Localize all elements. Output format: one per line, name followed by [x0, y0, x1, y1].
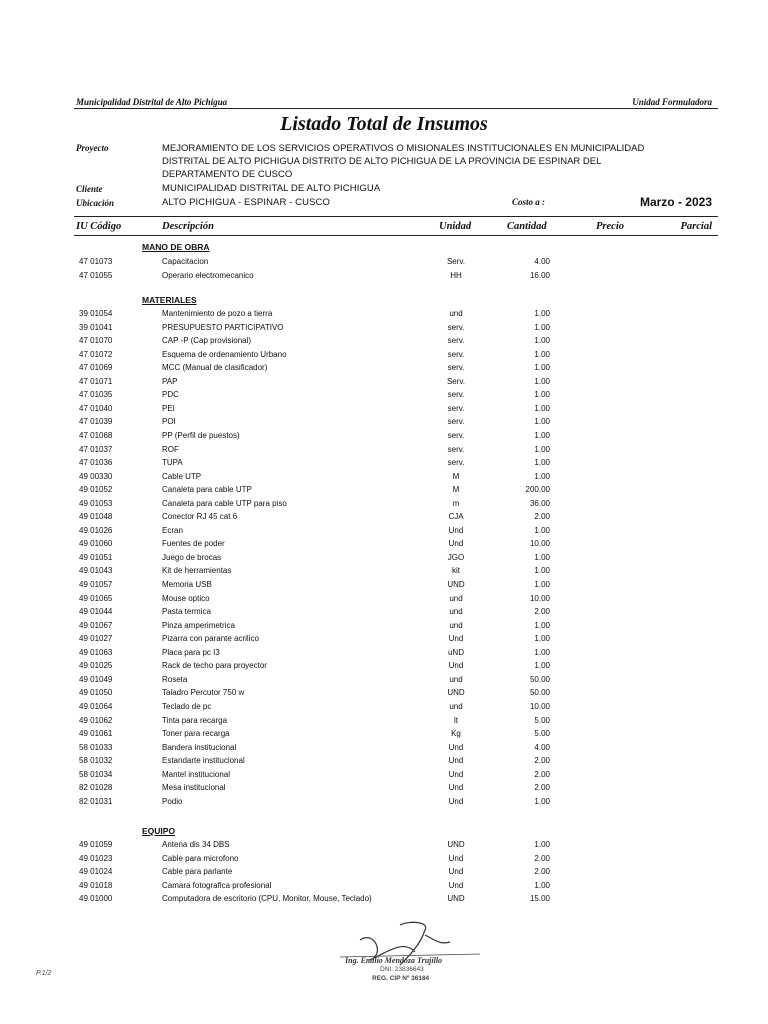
cell-unit: serv. — [447, 390, 465, 400]
cell-qty: 10.00 — [529, 593, 550, 603]
cell-qty: 1.00 — [534, 403, 550, 413]
cell-qty: 1.00 — [534, 417, 550, 427]
table-row — [0, 743, 768, 756]
cell-desc: Camara fotografica profesional — [162, 880, 272, 890]
cell-qty: 1.00 — [534, 661, 550, 671]
table-row — [0, 716, 768, 729]
cell-qty: 1.00 — [534, 566, 550, 576]
table-row — [0, 840, 768, 853]
table-row — [0, 404, 768, 417]
cell-code: 47 01069 — [79, 363, 113, 373]
cell-code: 49 01027 — [79, 634, 113, 644]
cell-desc: Fuentes de poder — [162, 539, 225, 549]
cell-unit: M — [452, 471, 460, 481]
cell-desc: Ecran — [162, 525, 183, 535]
cell-unit: serv. — [447, 430, 465, 440]
cell-desc: Podio — [162, 796, 183, 806]
table-row — [0, 485, 768, 498]
cell-desc: Teclado de pc — [162, 701, 212, 711]
cell-unit: UND — [447, 688, 465, 698]
cell-unit: und — [449, 309, 463, 318]
page-title: Listado Total de Insumos — [280, 113, 488, 135]
cell-desc: Esquema de ordenamiento Urbano — [162, 349, 287, 359]
cell-code: 49 00330 — [79, 471, 113, 481]
table-row — [0, 309, 768, 322]
cell-unit: Und — [448, 880, 464, 890]
cell-code: 49 01044 — [79, 607, 113, 617]
cell-qty: 2.00 — [534, 607, 550, 617]
cell-desc: Cable para microfono — [162, 853, 239, 863]
cell-unit: JGO — [447, 552, 465, 562]
cell-code: 58 01034 — [79, 769, 113, 779]
cell-desc: Toner para recarga — [162, 729, 230, 739]
col-parcial: Parcial — [680, 221, 712, 232]
cell-code: 49 01064 — [79, 701, 113, 711]
cell-qty: 1.00 — [534, 363, 550, 373]
cell-desc: Mesa institucional — [162, 783, 226, 793]
cell-desc: Operario electromecanico — [162, 270, 254, 280]
cell-qty: 36.00 — [529, 498, 550, 508]
cell-qty: 1.00 — [534, 458, 550, 468]
cell-qty: 1.00 — [534, 322, 550, 332]
proyecto-line: DISTRITAL DE ALTO PICHIGUA DISTRITO DE ALTO PICHIGUA DE LA PROVINCIA DE ESPINAR DEL — [162, 156, 602, 167]
col-precio: Precio — [596, 221, 624, 232]
cell-qty: 50.00 — [529, 688, 550, 698]
cell-desc: Roseta — [162, 674, 188, 684]
cell-code: 47 01072 — [79, 349, 113, 359]
cell-code: 49 01053 — [79, 498, 113, 508]
cell-qty: 1.00 — [534, 620, 550, 630]
cell-code: 49 01025 — [79, 661, 113, 671]
cell-desc: Computadora de escritorio (CPU, Monitor, Mouse, Teclado) — [162, 894, 372, 904]
cell-qty: 2.00 — [534, 512, 550, 522]
col-unidad: Unidad — [439, 221, 472, 232]
cell-unit: M — [452, 485, 460, 495]
cell-desc: PEI — [162, 403, 175, 413]
cell-desc: Cable para parlante — [162, 867, 233, 877]
cell-unit: Serv. — [446, 376, 466, 386]
cell-desc: ROF — [162, 444, 179, 454]
cell-code: 82 01028 — [79, 783, 113, 793]
cell-unit: Und — [448, 853, 464, 863]
signature-cip: REG. CIP Nº 36184 — [372, 975, 430, 982]
cell-desc: Rack de techo para proyector — [162, 661, 267, 671]
cell-qty: 1.00 — [534, 580, 550, 589]
table-row — [0, 580, 768, 593]
cell-desc: Conector RJ 45 cat 6 — [162, 512, 238, 522]
cell-desc: PDC — [162, 390, 179, 400]
columns-top-divider — [74, 216, 718, 217]
col-iu-codigo: IU Código — [76, 221, 122, 232]
cell-desc: Placa para pc I3 — [162, 647, 220, 657]
cell-unit: serv. — [447, 417, 465, 427]
table-row — [0, 661, 768, 674]
cell-unit: und — [449, 674, 463, 684]
cell-unit: kit — [452, 566, 460, 576]
cell-qty: 2.00 — [534, 769, 550, 779]
cell-code: 47 01071 — [79, 376, 113, 386]
cell-qty: 1.00 — [534, 840, 550, 849]
cell-qty: 1.00 — [534, 444, 550, 454]
cell-unit: Und — [448, 756, 464, 766]
cell-desc: Kit de herramientas — [162, 566, 232, 576]
cell-desc: Antena dis 34 DBS — [162, 840, 230, 849]
cell-desc: Juego de brocas — [162, 552, 222, 562]
cell-desc: Mantel institucional — [162, 769, 231, 779]
cell-unit: Und — [448, 661, 464, 671]
signature-dni: DNI: 23836643 — [380, 966, 424, 973]
proyecto-label: Proyecto — [76, 143, 109, 153]
table-row — [0, 539, 768, 552]
costo-label: Costo a : — [512, 197, 546, 207]
cell-desc: Pinza amperimetrica — [162, 620, 235, 630]
cell-code: 49 01057 — [79, 580, 113, 589]
cell-desc: CAP -P (Cap provisional) — [162, 336, 252, 346]
table-row — [0, 323, 768, 336]
cell-qty: 1.00 — [534, 376, 550, 386]
table-row — [0, 688, 768, 701]
cell-code: 47 01035 — [79, 390, 113, 400]
cell-code: 47 01036 — [79, 458, 113, 468]
cell-code: 47 01039 — [79, 417, 113, 427]
cell-code: 47 01070 — [79, 336, 113, 346]
cell-code: 39 01041 — [79, 322, 113, 332]
col-cantidad: Cantidad — [507, 221, 547, 232]
cell-code: 49 01059 — [79, 840, 113, 849]
cell-qty: 1.00 — [534, 336, 550, 346]
cell-desc: Mantenimiento de pozo a tierra — [162, 309, 273, 318]
cell-code: 49 01018 — [79, 880, 113, 890]
cell-qty: 15.00 — [529, 894, 550, 904]
cell-code: 39 01054 — [79, 309, 113, 318]
cell-unit: serv. — [447, 349, 465, 359]
table-row — [0, 363, 768, 376]
table-row — [0, 417, 768, 430]
cell-code: 58 01033 — [79, 742, 113, 752]
table-row — [0, 553, 768, 566]
cell-qty: 10.00 — [529, 701, 550, 711]
cell-unit: serv. — [447, 403, 465, 413]
table-row — [0, 271, 768, 284]
proyecto-line: MEJORAMIENTO DE LOS SERVICIOS OPERATIVOS O MISIONALES INSTITUCIONALES EN MUNICIPALIDAD — [162, 143, 645, 154]
cell-unit: Und — [448, 634, 464, 644]
cell-code: 49 01062 — [79, 715, 113, 725]
cell-desc: TUPA — [162, 458, 183, 468]
table-row — [0, 867, 768, 880]
cell-code: 49 01060 — [79, 539, 113, 549]
proyecto-line: DEPARTAMENTO DE CUSCO — [162, 169, 293, 180]
cell-unit: HH — [450, 270, 462, 280]
cell-unit: serv. — [447, 363, 465, 373]
table-row — [0, 499, 768, 512]
cell-qty: 1.00 — [534, 880, 550, 890]
cell-qty: 50.00 — [529, 674, 550, 684]
cell-unit: Und — [448, 525, 464, 535]
table-row — [0, 350, 768, 363]
cell-unit: UND — [447, 840, 465, 849]
cell-qty: 1.00 — [534, 552, 550, 562]
cell-code: 47 01068 — [79, 430, 113, 440]
cell-desc: PP (Perfil de puestos) — [162, 430, 240, 440]
cell-desc: Canaleta para cable UTP — [162, 485, 252, 495]
cell-qty: 1.00 — [534, 471, 550, 481]
cell-desc: Bandera institucional — [162, 742, 237, 752]
cliente-value: MUNICIPALIDAD DISTRITAL DE ALTO PICHIGUA — [162, 183, 381, 194]
section-heading: EQUIPO — [142, 826, 176, 836]
unit-name: Unidad Formuladora — [632, 97, 712, 107]
cell-unit: serv. — [447, 458, 465, 468]
table-row — [0, 634, 768, 647]
cell-unit: m — [452, 498, 460, 508]
table-row — [0, 894, 768, 907]
table-row — [0, 770, 768, 783]
cell-code: 49 01043 — [79, 566, 113, 576]
cell-unit: serv. — [447, 336, 465, 346]
cell-unit: Serv. — [446, 257, 466, 266]
table-row — [0, 648, 768, 661]
cell-desc: Canaleta para cable UTP para piso — [162, 498, 287, 508]
cell-desc: PRESUPUESTO PARTICIPATIVO — [162, 322, 284, 332]
cell-qty: 2.00 — [534, 867, 550, 877]
cell-desc: Cable UTP — [162, 471, 202, 481]
cell-desc: POI — [162, 417, 176, 427]
cell-unit: UND — [447, 580, 465, 589]
cell-desc: Pizarra con parante acrilico — [162, 634, 259, 644]
cell-code: 58 01032 — [79, 756, 113, 766]
cell-code: 49 01023 — [79, 853, 113, 863]
cell-code: 49 01063 — [79, 647, 113, 657]
table-row — [0, 702, 768, 715]
cell-qty: 5.00 — [534, 715, 550, 725]
cell-code: 49 01061 — [79, 729, 113, 739]
table-row — [0, 566, 768, 579]
cell-code: 49 01024 — [79, 867, 113, 877]
cell-code: 49 01048 — [79, 512, 113, 522]
cell-code: 49 01067 — [79, 620, 113, 630]
table-row — [0, 390, 768, 403]
cell-code: 49 01065 — [79, 593, 113, 603]
cell-code: 82 01031 — [79, 796, 113, 806]
cell-qty: 5.00 — [534, 729, 550, 739]
cell-qty: 2.00 — [534, 853, 550, 863]
cell-code: 49 01026 — [79, 525, 113, 535]
cell-code: 49 01052 — [79, 485, 113, 495]
page-number: P.1/2 — [36, 970, 52, 977]
cell-code: 49 01049 — [79, 674, 113, 684]
col-descripcion: Descripción — [162, 221, 214, 232]
cell-desc: Pasta termica — [162, 607, 211, 617]
cell-qty: 1.00 — [534, 647, 550, 657]
cell-code: 47 01037 — [79, 444, 113, 454]
cell-unit: und — [449, 593, 463, 603]
cell-qty: 4.00 — [534, 257, 550, 266]
cell-qty: 1.00 — [534, 634, 550, 644]
entity-name: Municipalidad Distrital de Alto Pichigua — [76, 97, 228, 107]
cell-qty: 1.00 — [534, 525, 550, 535]
table-row — [0, 526, 768, 539]
cell-qty: 1.00 — [534, 390, 550, 400]
cell-code: 49 01000 — [79, 894, 113, 904]
section-heading: MANO DE OBRA — [142, 242, 210, 252]
cell-code: 49 01051 — [79, 552, 113, 562]
cell-qty: 1.00 — [534, 349, 550, 359]
cell-desc: PAP — [162, 376, 178, 386]
cell-code: 47 01040 — [79, 403, 113, 413]
table-row — [0, 854, 768, 867]
cell-unit: Und — [448, 769, 464, 779]
signature-name: Ing. Emilio Mendoza Trujillo — [345, 956, 443, 965]
cell-unit: Und — [448, 742, 464, 752]
cell-desc: Capacitacion — [162, 257, 209, 266]
cell-code: 47 01073 — [79, 257, 113, 266]
table-row — [0, 594, 768, 607]
table-row — [0, 675, 768, 688]
cell-desc: Mouse optico — [162, 593, 210, 603]
cell-desc: Estandarte institucional — [162, 756, 245, 766]
cliente-label: Cliente — [76, 184, 103, 194]
table-row — [0, 607, 768, 620]
cell-qty: 10.00 — [529, 539, 550, 549]
cell-unit: und — [449, 701, 463, 711]
cell-unit: Und — [448, 539, 464, 549]
cell-qty: 1.00 — [534, 309, 550, 318]
table-row — [0, 512, 768, 525]
cell-code: 47 01055 — [79, 270, 113, 280]
cell-unit: Kg — [451, 729, 461, 739]
table-row — [0, 458, 768, 471]
cell-desc: Tinta para recarga — [162, 715, 228, 725]
cell-qty: 1.00 — [534, 796, 550, 806]
table-row — [0, 336, 768, 349]
cell-code: 49 01050 — [79, 688, 113, 698]
table-row — [0, 783, 768, 796]
cell-unit: Und — [448, 783, 464, 793]
table-row — [0, 756, 768, 769]
cell-qty: 1.00 — [534, 430, 550, 440]
ubicacion-label: Ubicación — [76, 198, 114, 208]
cell-unit: uND — [447, 647, 464, 657]
cell-qty: 2.00 — [534, 756, 550, 766]
section-heading: MATERIALES — [142, 295, 197, 305]
cell-unit: serv. — [447, 444, 465, 454]
cell-qty: 16.00 — [529, 270, 550, 280]
cell-unit: CJA — [448, 512, 464, 522]
cell-unit: Und — [448, 867, 464, 877]
ubicacion-value: ALTO PICHIGUA - ESPINAR - CUSCO — [162, 197, 330, 208]
cell-desc: Memoria USB — [162, 580, 212, 589]
table-row — [0, 377, 768, 390]
table-row — [0, 797, 768, 810]
table-row — [0, 621, 768, 634]
table-row — [0, 445, 768, 458]
table-row — [0, 431, 768, 444]
cell-desc: Taladro Percutor 750 w — [162, 688, 245, 698]
table-row — [0, 472, 768, 485]
cell-unit: und — [449, 620, 463, 630]
cell-unit: serv. — [447, 322, 465, 332]
columns-bottom-divider — [74, 235, 718, 236]
costo-value: Marzo - 2023 — [639, 195, 712, 209]
table-row — [0, 881, 768, 894]
cell-unit: UND — [447, 894, 465, 904]
cell-unit: lt — [454, 715, 458, 725]
cell-qty: 4.00 — [534, 742, 550, 752]
table-row — [0, 257, 768, 270]
cell-unit: Und — [448, 796, 464, 806]
cell-desc: MCC (Manual de clasificador) — [162, 363, 268, 373]
header-divider — [74, 108, 718, 109]
cell-unit: und — [449, 607, 463, 617]
table-row — [0, 729, 768, 742]
cell-qty: 2.00 — [534, 783, 550, 793]
cell-qty: 200.00 — [525, 485, 550, 495]
